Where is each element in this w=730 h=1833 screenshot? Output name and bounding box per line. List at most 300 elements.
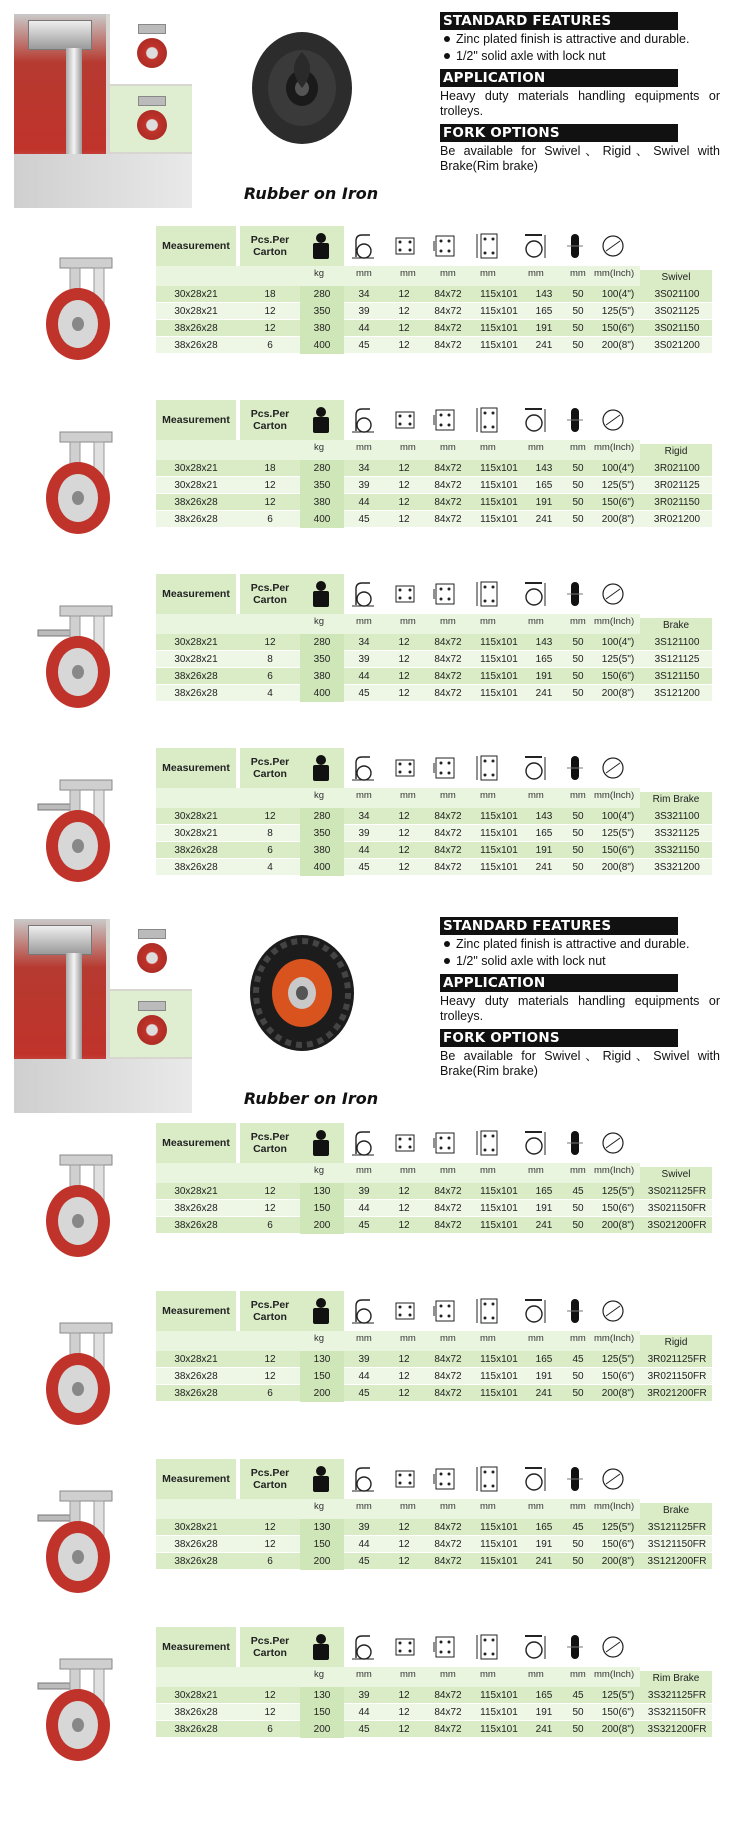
spec-table: [156, 1459, 712, 1570]
table-cell: 12: [398, 340, 410, 351]
table-cell: 150: [300, 1368, 344, 1385]
hole-spacing-icon: [432, 579, 458, 609]
table-cell: 280: [300, 460, 344, 477]
table-cell: 38x26x28: [174, 1388, 218, 1399]
table-cell: 45: [358, 862, 370, 873]
model-number: 3S321150: [654, 845, 700, 856]
table-cell: 125(5"): [601, 306, 635, 317]
caster-photo-swivel: [110, 919, 192, 989]
spec-block-swivel: [0, 1123, 730, 1273]
table-cell: 12: [264, 497, 276, 508]
unit-label: mm(Inch): [594, 1333, 635, 1344]
table-cell: 12: [398, 306, 410, 317]
caster-rigid-image: [30, 1319, 130, 1429]
table-cell: 50: [572, 514, 584, 525]
table-cell: 191: [535, 497, 553, 508]
table-cell: 191: [535, 845, 553, 856]
hole-spacing-icon: [432, 1296, 458, 1326]
table-cell: 150: [300, 1200, 344, 1217]
model-number: 3S121125FR: [647, 1522, 707, 1533]
table-cell: 50: [572, 340, 584, 351]
spec-rows: [156, 808, 712, 876]
table-cell: 50: [572, 480, 584, 491]
wheel-diameter-icon: [600, 579, 626, 609]
offset-icon: [350, 1632, 376, 1662]
table-cell: 125(5"): [601, 654, 635, 665]
unit-label: mm: [356, 442, 372, 453]
table-cell: 12: [398, 463, 410, 474]
table-cell: 38x26x28: [174, 497, 218, 508]
load-capacity-icon: [308, 1128, 334, 1158]
table-cell: 12: [264, 1203, 276, 1214]
table-cell: 50: [572, 1388, 584, 1399]
unit-label: mm: [528, 1165, 544, 1176]
table-row: [156, 337, 712, 354]
spec-rows: [156, 1183, 712, 1234]
table-row: [156, 1553, 712, 1570]
table-cell: 50: [572, 671, 584, 682]
table-cell: 84x72: [434, 1186, 462, 1197]
table-cell: 350: [300, 477, 344, 494]
wheel-width-icon: [562, 753, 588, 783]
table-cell: 45: [358, 688, 370, 699]
table-cell: 18: [264, 463, 276, 474]
table-cell: 241: [535, 514, 553, 525]
table-row: [156, 634, 712, 651]
wheel-width-icon: [562, 1296, 588, 1326]
table-cell: 18: [264, 289, 276, 300]
spec-block-rim-brake: [0, 748, 730, 898]
fork-options-heading: FORK OPTIONS: [440, 124, 678, 142]
unit-label: mm: [356, 1165, 372, 1176]
overall-height-icon: [522, 405, 548, 435]
table-cell: 38x26x28: [174, 845, 218, 856]
pcs-per-carton-header: Pcs.Per Carton: [240, 400, 300, 440]
table-row: [156, 1721, 712, 1738]
table-cell: 200(8"): [601, 340, 635, 351]
table-cell: 241: [535, 1556, 553, 1567]
unit-label: kg: [314, 1669, 325, 1680]
unit-label: mm: [480, 1333, 496, 1344]
table-cell: 12: [398, 480, 410, 491]
table-cell: 191: [535, 1539, 553, 1550]
table-cell: 130: [300, 1351, 344, 1368]
table-cell: 115x101: [480, 289, 518, 300]
top-plate-icon: [476, 405, 502, 435]
unit-label: mm: [480, 1501, 496, 1512]
caster-photo-rigid: [110, 991, 192, 1057]
caster-brake-image: [30, 602, 130, 712]
standard-feature-item: [440, 32, 720, 47]
unit-label: kg: [314, 268, 325, 279]
table-cell: 12: [398, 514, 410, 525]
mini-wheel: [137, 943, 167, 973]
table-cell: 130: [300, 1687, 344, 1704]
unit-label: mm(Inch): [594, 1501, 635, 1512]
table-cell: 12: [398, 497, 410, 508]
model-number: 3R021125: [654, 480, 700, 491]
table-cell: 12: [398, 1371, 410, 1382]
spec-table-header: [156, 1291, 712, 1351]
model-number: 3R021200FR: [647, 1388, 707, 1399]
fork-options-text: Be available for Swivel、Rigid、Swivel with Brake(Rim brake): [440, 144, 720, 173]
top-plate-icon: [476, 1632, 502, 1662]
table-cell: 4: [267, 688, 273, 699]
table-cell: 38x26x28: [174, 1724, 218, 1735]
table-cell: 115x101: [480, 845, 518, 856]
table-cell: 100(4"): [601, 289, 635, 300]
unit-label: mm: [440, 442, 456, 453]
table-cell: 39: [358, 1522, 370, 1533]
bolt-hole-icon: [392, 405, 418, 435]
table-cell: 115x101: [480, 340, 518, 351]
table-cell: 84x72: [434, 811, 462, 822]
table-row: [156, 1385, 712, 1402]
table-cell: 12: [398, 1724, 410, 1735]
caster-rigid-image: [30, 428, 130, 538]
pcs-per-carton-header: Pcs.Per Carton: [240, 226, 300, 266]
spec-rows: [156, 1687, 712, 1738]
unit-label: kg: [314, 790, 325, 801]
table-cell: 115x101: [480, 637, 518, 648]
unit-label: mm: [440, 268, 456, 279]
spec-icons-row: [300, 748, 712, 788]
table-cell: 115x101: [480, 828, 518, 839]
caster-type-label: Rigid: [640, 444, 712, 460]
table-cell: 50: [572, 1539, 584, 1550]
table-row: [156, 494, 712, 511]
wheel-diameter-icon: [600, 1464, 626, 1494]
spec-table: [156, 1123, 712, 1234]
table-cell: 30x28x21: [174, 654, 218, 665]
table-cell: 12: [264, 1354, 276, 1365]
table-cell: 84x72: [434, 323, 462, 334]
pcs-per-carton-header: Pcs.Per Carton: [240, 1123, 300, 1163]
fork-options-text: Be available for Swivel、Rigid、Swivel with Brake(Rim brake): [440, 1049, 720, 1078]
bolt-hole-icon: [392, 579, 418, 609]
table-cell: 84x72: [434, 845, 462, 856]
top-plate: [28, 925, 92, 955]
hole-spacing-icon: [432, 753, 458, 783]
unit-label: mm: [528, 1669, 544, 1680]
caster-type-label: Rigid: [640, 1335, 712, 1351]
offset-icon: [350, 1464, 376, 1494]
table-cell: 84x72: [434, 688, 462, 699]
table-cell: 143: [535, 811, 553, 822]
model-number: 3S121150FR: [647, 1539, 707, 1550]
load-capacity-icon: [308, 1296, 334, 1326]
table-cell: 39: [358, 1690, 370, 1701]
table-cell: 38x26x28: [174, 1203, 218, 1214]
table-cell: 241: [535, 862, 553, 873]
table-cell: 44: [358, 1371, 370, 1382]
unit-label: mm: [570, 1501, 586, 1512]
standard-feature-item: [440, 937, 720, 952]
mini-wheel: [137, 110, 167, 140]
unit-label: mm: [570, 1669, 586, 1680]
table-cell: 50: [572, 323, 584, 334]
spec-icons-row: [300, 226, 712, 266]
model-number: 3R021150FR: [647, 1371, 707, 1382]
wheel-diameter-icon: [600, 405, 626, 435]
table-cell: 84x72: [434, 1556, 462, 1567]
unit-label: mm: [440, 1669, 456, 1680]
table-cell: 38x26x28: [174, 340, 218, 351]
load-capacity-icon: [308, 1464, 334, 1494]
table-cell: 115x101: [480, 480, 518, 491]
table-row: [156, 1200, 712, 1217]
top-plate-icon: [476, 1296, 502, 1326]
table-row: [156, 1183, 712, 1200]
table-cell: 165: [535, 306, 553, 317]
table-cell: 30x28x21: [174, 1522, 218, 1533]
table-row: [156, 685, 712, 702]
table-cell: 12: [264, 480, 276, 491]
table-cell: 115x101: [480, 1186, 518, 1197]
load-capacity-icon: [308, 579, 334, 609]
table-cell: 45: [358, 1724, 370, 1735]
spec-block-rigid: [0, 1291, 730, 1441]
table-cell: 350: [300, 303, 344, 320]
caster-rim-brake-image: [30, 1655, 130, 1765]
table-cell: 50: [572, 289, 584, 300]
model-number: 3R021200: [653, 514, 701, 525]
unit-label: mm: [400, 268, 416, 279]
table-cell: 30x28x21: [174, 289, 218, 300]
unit-label: mm: [570, 268, 586, 279]
wheel-caption: Rubber on Iron: [243, 184, 379, 203]
table-cell: 12: [398, 1388, 410, 1399]
table-cell: 50: [572, 1203, 584, 1214]
unit-label: mm: [400, 1501, 416, 1512]
table-cell: 241: [535, 1724, 553, 1735]
caster-type-label: Rim Brake: [640, 792, 712, 808]
load-capacity-icon: [308, 753, 334, 783]
table-cell: 200(8"): [601, 1724, 635, 1735]
table-cell: 191: [535, 323, 553, 334]
table-cell: 30x28x21: [174, 828, 218, 839]
unit-label: mm: [528, 1333, 544, 1344]
table-cell: 30x28x21: [174, 811, 218, 822]
table-row: [156, 1368, 712, 1385]
table-cell: 6: [267, 1388, 273, 1399]
spec-icons-row: [300, 574, 712, 614]
spec-icons-row: [300, 1459, 712, 1499]
spec-table-header: [156, 1123, 712, 1183]
table-cell: 12: [264, 1186, 276, 1197]
table-cell: 350: [300, 651, 344, 668]
top-plate-icon: [476, 1464, 502, 1494]
table-cell: 115x101: [480, 306, 518, 317]
table-cell: 44: [358, 1707, 370, 1718]
model-number: 3S021200FR: [647, 1220, 707, 1231]
table-row: [156, 1536, 712, 1553]
table-cell: 115x101: [480, 1220, 518, 1231]
table-cell: 12: [264, 811, 276, 822]
model-number: 3S021125: [654, 306, 700, 317]
model-number: 3S321200: [654, 862, 700, 873]
table-cell: 400: [300, 859, 344, 876]
unit-label: mm: [570, 616, 586, 627]
model-number: 3R021125FR: [647, 1354, 707, 1365]
unit-label: mm: [356, 268, 372, 279]
offset-icon: [350, 1296, 376, 1326]
unit-label: kg: [314, 1165, 325, 1176]
model-number: 3S121200FR: [647, 1556, 707, 1567]
unit-label: mm: [440, 1333, 456, 1344]
spec-table: [156, 1627, 712, 1738]
table-cell: 34: [358, 463, 370, 474]
mini-plate: [138, 929, 166, 939]
table-cell: 115x101: [480, 1690, 518, 1701]
table-cell: 50: [572, 828, 584, 839]
unit-label: mm: [570, 442, 586, 453]
table-cell: 241: [535, 688, 553, 699]
hole-spacing-icon: [432, 1128, 458, 1158]
caster-fork: [66, 953, 82, 1073]
table-cell: 84x72: [434, 1354, 462, 1365]
table-cell: 45: [358, 340, 370, 351]
unit-label: mm: [480, 1669, 496, 1680]
bolt-hole-icon: [392, 1632, 418, 1662]
table-cell: 39: [358, 480, 370, 491]
table-cell: 84x72: [434, 514, 462, 525]
table-cell: 6: [267, 845, 273, 856]
table-cell: 6: [267, 340, 273, 351]
table-cell: 280: [300, 286, 344, 303]
caster-photo-collage: [14, 14, 192, 208]
load-capacity-icon: [308, 1632, 334, 1662]
table-cell: 38x26x28: [174, 688, 218, 699]
table-cell: 380: [300, 320, 344, 337]
standard-feature-item: [440, 954, 720, 969]
table-cell: 150(6"): [601, 497, 635, 508]
table-cell: 50: [572, 637, 584, 648]
unit-label: kg: [314, 442, 325, 453]
table-cell: 12: [398, 671, 410, 682]
bolt-hole-icon: [392, 753, 418, 783]
table-cell: 45: [358, 1388, 370, 1399]
unit-label: kg: [314, 1333, 325, 1344]
table-cell: 50: [572, 1556, 584, 1567]
standard-feature-text: Zinc plated finish is attractive and durable.: [456, 937, 690, 951]
table-cell: 200(8"): [601, 862, 635, 873]
table-cell: 4: [267, 862, 273, 873]
fork-options-heading: FORK OPTIONS: [440, 1029, 678, 1047]
table-cell: 12: [398, 637, 410, 648]
hole-spacing-icon: [432, 1464, 458, 1494]
table-cell: 125(5"): [601, 1690, 635, 1701]
table-cell: 45: [572, 1690, 584, 1701]
caster-fork-closeup: [14, 154, 192, 208]
table-cell: 39: [358, 654, 370, 665]
spec-table: [156, 226, 712, 354]
unit-label: mm: [400, 616, 416, 627]
model-number: 3S121200: [654, 688, 700, 699]
table-cell: 50: [572, 1707, 584, 1718]
table-cell: 125(5"): [601, 480, 635, 491]
unit-label: mm(Inch): [594, 1669, 635, 1680]
table-cell: 30x28x21: [174, 1690, 218, 1701]
caster-type-label: Brake: [640, 618, 712, 634]
table-cell: 34: [358, 637, 370, 648]
table-cell: 38x26x28: [174, 1539, 218, 1550]
table-cell: 12: [398, 1690, 410, 1701]
spec-table-header: [156, 1459, 712, 1519]
table-cell: 115x101: [480, 1371, 518, 1382]
table-cell: 130: [300, 1519, 344, 1536]
wheel-diameter-icon: [600, 1296, 626, 1326]
product-hero: [0, 905, 730, 1115]
unit-label: mm: [528, 442, 544, 453]
unit-label: mm: [528, 616, 544, 627]
table-cell: 84x72: [434, 497, 462, 508]
table-cell: 38x26x28: [174, 1371, 218, 1382]
table-cell: 150: [300, 1704, 344, 1721]
table-cell: 50: [572, 1220, 584, 1231]
table-cell: 115x101: [480, 1707, 518, 1718]
table-cell: 12: [398, 1539, 410, 1550]
table-cell: 400: [300, 337, 344, 354]
table-cell: 44: [358, 1539, 370, 1550]
caster-brake-image: [30, 1487, 130, 1597]
hole-spacing-icon: [432, 231, 458, 261]
table-row: [156, 1704, 712, 1721]
table-cell: 8: [267, 828, 273, 839]
offset-icon: [350, 1128, 376, 1158]
bullet-icon: [444, 36, 450, 42]
table-cell: 12: [264, 306, 276, 317]
table-cell: 143: [535, 289, 553, 300]
hole-spacing-icon: [432, 1632, 458, 1662]
measurement-header: Measurement: [156, 1123, 236, 1163]
offset-icon: [350, 405, 376, 435]
table-cell: 50: [572, 862, 584, 873]
caster-type-label: Rim Brake: [640, 1671, 712, 1687]
model-number: 3S321125FR: [647, 1690, 707, 1701]
overall-height-icon: [522, 231, 548, 261]
caster-photo-rigid: [110, 86, 192, 152]
table-cell: 84x72: [434, 306, 462, 317]
table-cell: 12: [398, 654, 410, 665]
table-row: [156, 477, 712, 494]
standard-feature-text: Zinc plated finish is attractive and durable.: [456, 32, 690, 46]
table-cell: 84x72: [434, 862, 462, 873]
mini-wheel: [137, 1015, 167, 1045]
table-cell: 84x72: [434, 1522, 462, 1533]
unit-label: mm: [400, 790, 416, 801]
table-row: [156, 825, 712, 842]
application-text: Heavy duty materials handling equipments or trolleys.: [440, 994, 720, 1023]
table-row: [156, 651, 712, 668]
spec-block-swivel: [0, 226, 730, 376]
table-cell: 84x72: [434, 289, 462, 300]
table-cell: 191: [535, 671, 553, 682]
offset-icon: [350, 579, 376, 609]
spec-table-header: [156, 226, 712, 286]
table-cell: 400: [300, 685, 344, 702]
table-cell: 150(6"): [601, 845, 635, 856]
table-cell: 6: [267, 514, 273, 525]
table-cell: 12: [398, 845, 410, 856]
unit-label: mm(Inch): [594, 616, 635, 627]
unit-label: mm(Inch): [594, 268, 635, 279]
application-text: Heavy duty materials handling equipments or trolleys.: [440, 89, 720, 118]
table-cell: 130: [300, 1183, 344, 1200]
table-row: [156, 1351, 712, 1368]
table-cell: 115x101: [480, 671, 518, 682]
table-cell: 380: [300, 842, 344, 859]
